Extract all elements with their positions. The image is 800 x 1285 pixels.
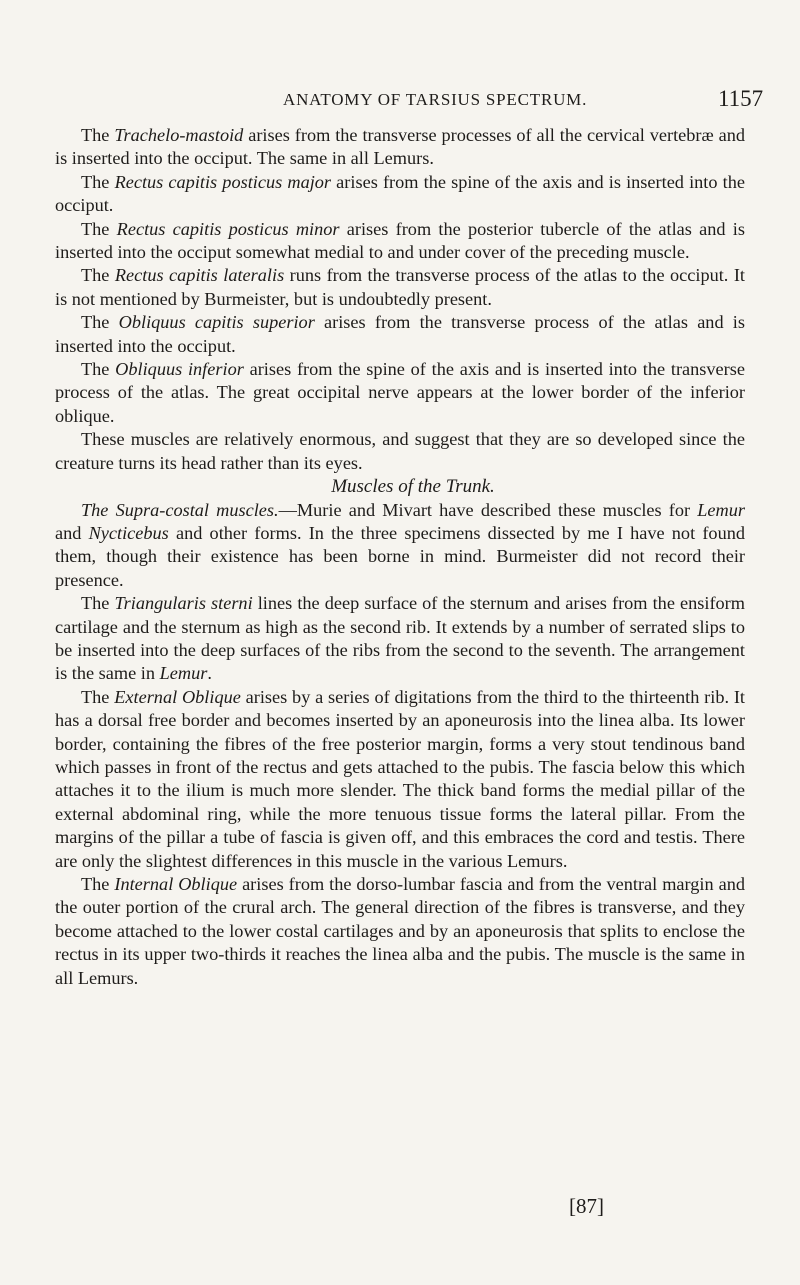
paragraph: The External Oblique arises by a series of digitations from the third to the thirteenth rib. It has a dorsal free border and becomes inserted by an aponeurosis into the linea alba. Its lower border, containing the fibres of the free posterior margin, forms a very stout tendinous band which passes in front of the rectus and gets attached to the pubis. The fascia below this which attaches it to the ilium is much more slender. The thick band forms the medial pillar of the external abdominal ring, while the more tenuous tissue forms the lateral pillar. From the margins of the pillar a tube of fascia is given off, and this embraces the cord and testis. There are only the slightest differences in this muscle in the various Lemurs. <box>55 686 746 871</box>
paragraph: These muscles are relatively enormous, and suggest that they are so developed since the creature turns its head rather than its eyes. <box>55 429 745 473</box>
genus-name: Lemur <box>697 499 745 520</box>
muscle-name: Trachelo-mastoid <box>114 125 244 145</box>
paragraph: The Internal Oblique arises from the dorso-lumbar fascia and from the ventral margin and the outer portion of the crural arch. The general direction of the fibres is transverse, and they become attached to the lower costal cartilages and by an aponeurosis that splits to enclose the rectus in its upper two-thirds it reaches the linea alba and the pubis. The muscle is the same in all Lemurs. <box>55 874 745 988</box>
page-header <box>0 84 800 114</box>
body-text <box>55 124 745 990</box>
muscle-name: External Oblique <box>114 686 241 707</box>
running-title: ANATOMY OF TARSIUS SPECTRUM. <box>283 90 588 109</box>
genus-name: Lemur <box>159 663 208 684</box>
paragraph: The Rectus capitis posticus minor arises from the posterior tubercle of the atlas and is inserted into the occiput somewhat medial to and under cover of the preceding muscle. <box>55 218 745 263</box>
muscle-name: Rectus capitis posticus major <box>114 171 332 192</box>
muscle-name: Rectus capitis lateralis <box>114 265 285 286</box>
muscle-name: Triangularis sterni <box>114 593 253 614</box>
signature-mark: [87] <box>569 1194 604 1218</box>
muscle-name: The Supra-costal muscles. <box>81 499 279 520</box>
muscle-name: Rectus capitis posticus minor <box>116 218 340 239</box>
paragraph: The Triangularis sterni lines the deep surface of the sternum and arises from the ensiform cartilage and the sternum as high as the second rib. It extends by a number of serrated slips to be inserted into the deep surfaces of the ribs from the second to the seventh. The arrangement is the same in Lemur. <box>55 593 745 684</box>
paragraph: The Rectus capitis posticus major arises from the spine of the axis and is inserted into the occiput. <box>55 171 745 216</box>
page-number: 1157 <box>718 86 764 111</box>
muscle-name: Internal Oblique <box>114 874 238 894</box>
muscle-name: Obliquus capitis superior <box>118 312 315 333</box>
paragraph: The Rectus capitis lateralis runs from the transverse process of the atlas to the occiput. It is not mentioned by Burmeister, but is undoubtedly present. <box>55 265 745 309</box>
section-heading: Muscles of the Trunk. <box>331 476 495 498</box>
paragraph: The Obliquus inferior arises from the spine of the axis and is inserted into the transverse process of the atlas. The great occipital nerve appears at the lower border of the inferior oblique. <box>55 359 745 426</box>
paragraph: The Obliquus capitis superior arises from the transverse process of the atlas and is inserted into the occiput. <box>55 312 745 356</box>
paragraph: The Trachelo-mastoid arises from the transverse processes of all the cervical vertebræ and is inserted into the occiput. The same in all Lemurs. <box>55 125 745 169</box>
genus-name: Nycticebus <box>88 522 169 543</box>
muscle-name: Obliquus inferior <box>115 359 244 380</box>
paragraph: The Supra-costal muscles.—Murie and Mivart have described these muscles for Lemur and Nycticebus and other forms. In the three specimens dissected by me I have not found them, though their existence has been borne in mind. Burmeister did not record their presence. <box>55 499 745 590</box>
